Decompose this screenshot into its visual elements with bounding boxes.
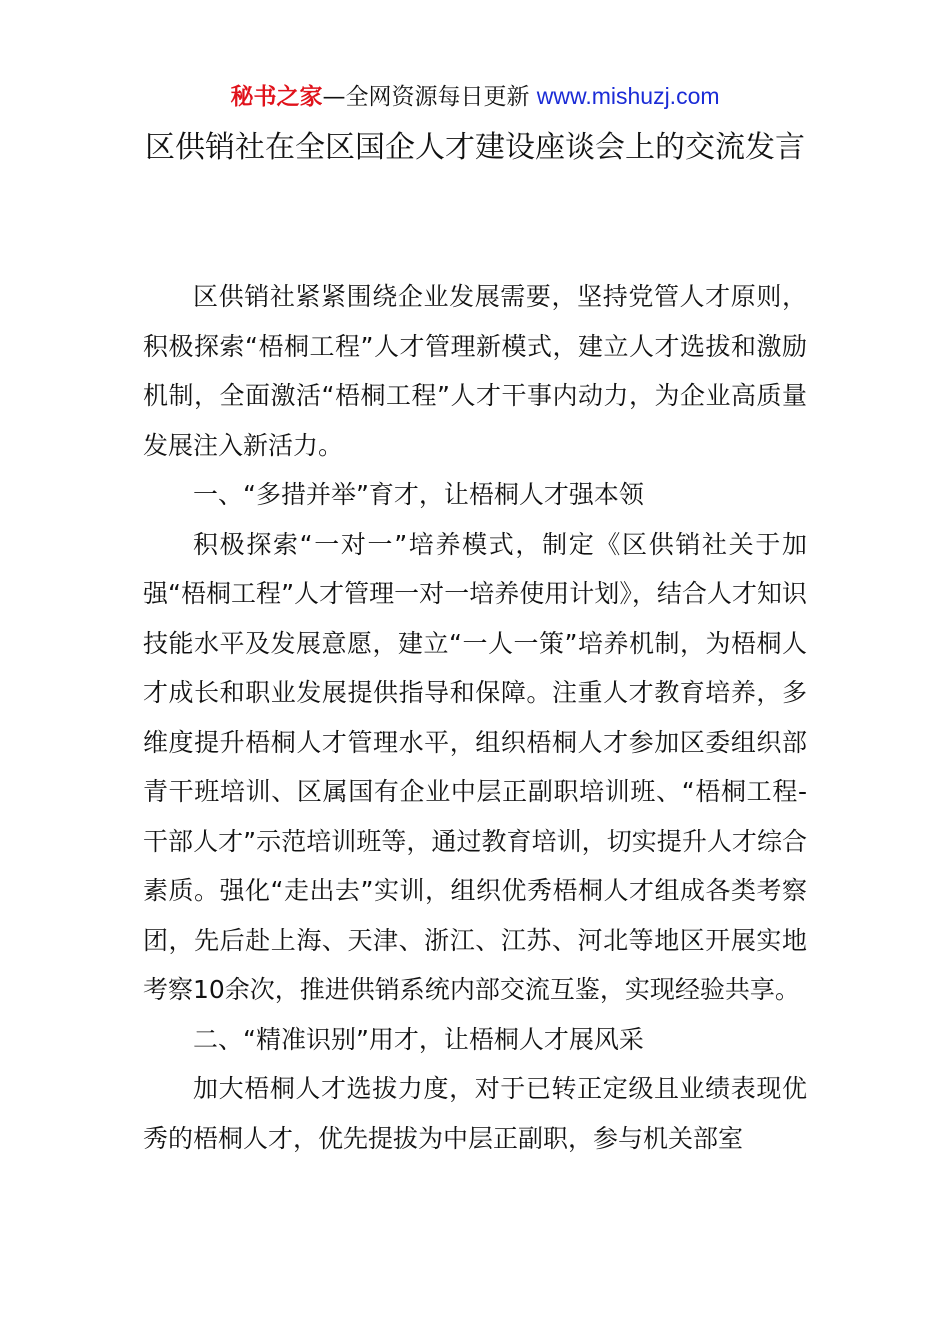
site-header [0, 80, 950, 113]
body-paragraph: 加大梧桐人才选拔力度，对于已转正定级且业绩表现优秀的梧桐人才，优先提拔为中层正副职，参与机关部室 [143, 1074, 807, 1153]
section-heading-1: 一、“多措并举”育才，让梧桐人才强本领 [193, 480, 644, 509]
section-heading-2: 二、“精准识别”用才，让梧桐人才展风采 [193, 1024, 644, 1054]
intro-paragraph: 区供销社紧紧围绕企业发展需要，坚持党管人才原则，积极探索“梧桐工程”人才管理新模式，建立人才选拔和激励机制，全面激活“梧桐工程”人才干事内动力，为企业高质量发展注入新活力。 [143, 282, 807, 460]
site-url-link[interactable]: www.mishuzj.com [536, 83, 720, 109]
site-tagline: —全网资源每日更新 [322, 84, 537, 110]
body-paragraph: 积极探索“一对一”培养模式，制定《区供销社关于加强“梧桐工程”人才管理一对一培养使用计划》，结合人才知识技能水平及发展意愿，建立“一人一策”培养机制，为梧桐人才成长和职业发展提供指导和保障。注重人才教育培养，多维度提升梧桐人才管理水平，组织梧桐人才参加区委组织部青干班培训、区属国有企业中层正副职培训班、“梧桐工程-干部人才”示范培训班等，通过教育培训，切实提升人才综合素质。强化“走出去”实训，组织优秀梧桐人才组成各类考察团，先后赴上海、天津、浙江、江苏、河北等地区开展实地考察10余次，推进供销系统内部交流互鉴，实现经验共享。 [143, 529, 807, 1004]
document-body [143, 272, 807, 1163]
brand-name: 秘书之家 [230, 84, 323, 110]
document-title: 区供销社在全区国企人才建设座谈会上的交流发言 [145, 130, 805, 165]
